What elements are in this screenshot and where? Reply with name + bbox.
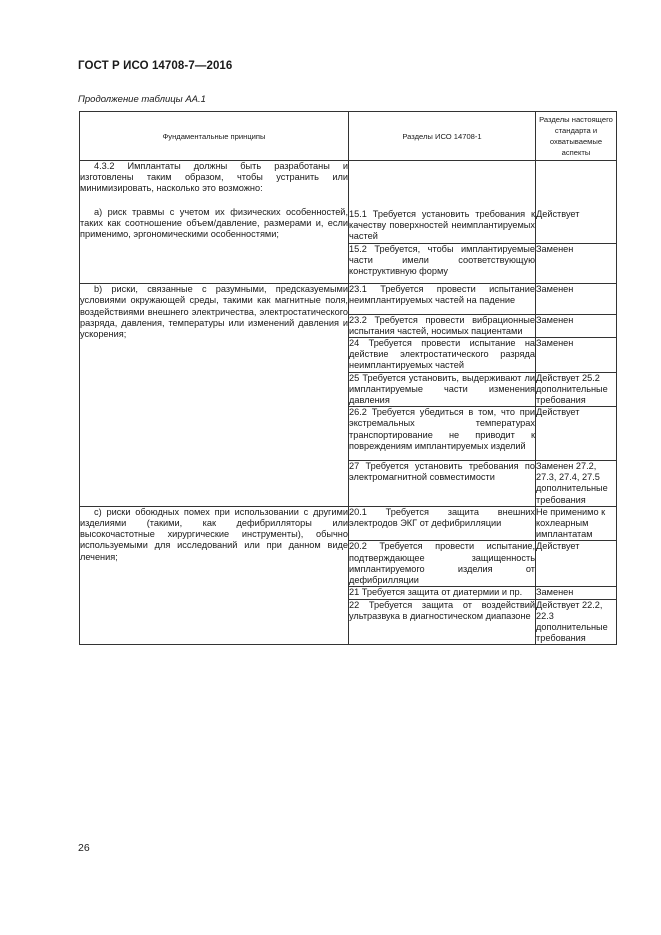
table-row [80,284,617,314]
status-cell: Заменен [536,314,617,337]
header-standard-sections: Разделы настоящего стандарта и охватываемые аспекты [536,112,617,161]
table-row [80,506,617,541]
iso-section-cell: 26.2 Требуется убедиться в том, что при экстремальных температурах транспортирование не приводит к повреждениям имплантируемых изделий [349,407,536,461]
iso-section-cell: 15.2 Требуется, чтобы имплантируемые части имели соответствующую конструктивную форму [349,243,536,284]
iso-section-cell: 21 Требуется защита от диатермии и пр. [349,587,536,599]
status-cell: Заменен [536,587,617,599]
iso-section-cell: 23.1 Требуется провести испытание неимплантируемых частей на падение [349,284,536,314]
header-principles: Фундаментальные принципы [80,112,349,161]
table-header-row [80,112,617,161]
principle-text: c) риски обоюдных помех при использовании с другими изделиями (такими, как дефибрилляторы или высокочастотные хирургические инструменты), обычно используемыми для исследований или при данном виде лечения; [80,506,348,562]
header-iso-sections: Разделы ИСО 14708-1 [349,112,536,161]
iso-section-cell: 22 Требуется защита от воздействий ультразвука в диагностическом диапазоне [349,599,536,645]
table-continuation-label: Продолжение таблицы АА.1 [78,94,206,105]
principle-cell [80,161,349,284]
iso-section-cell: 15.1 Требуется установить требования к качеству поверхностей неимплантируемых частей [349,161,536,244]
status-cell: Действует 25.2 дополнительные требования [536,372,617,407]
requirements-table [79,111,617,645]
table-row [80,161,617,244]
status-cell: Заменен [536,284,617,314]
document-title: ГОСТ Р ИСО 14708-7—2016 [78,60,233,72]
iso-section-cell: 27 Требуется установить требования по электромагнитной совместимости [349,461,536,507]
status-cell: Действует [536,407,617,461]
status-cell: Заменен [536,338,617,373]
iso-section-cell: 25 Требуется установить, выдерживают ли имплантируемые части изменения давления [349,372,535,406]
status-cell: Действует [536,541,617,587]
iso-section-cell: 20.2 Требуется провести испытание, подтверждающее защищенность имплантируемого изделия от дефибрилляции [349,541,535,586]
page-number: 26 [78,842,90,854]
status-cell: Заменен 27.2, 27.3, 27.4, 27.5 дополнительные требования [536,461,617,507]
principle-cell [80,506,349,644]
iso-section-cell: 23.2 Требуется провести вибрационные испытания частей, носимых пациентами [349,314,535,336]
iso-section-cell: 24 Требуется провести испытание на действие электростатического разряда неимплантируемых частей [349,338,535,371]
status-cell: Не применимо к кохлеарным имплантатам [536,506,617,541]
iso-section-cell: 20.1 Требуется защита внешних электродов ЭКГ от дефибрилляции [349,506,536,541]
status-cell: Действует 22.2, 22.3 дополнительные требования [536,599,617,645]
status-cell: Действует [536,161,617,244]
principle-intro: 4.3.2 Имплантаты должны быть разработаны и изготовлены таким образом, чтобы устранить или минимизировать, насколько это возможно: [80,161,348,194]
principle-text: b) риски, связанные с разумными, предсказуемыми условиями окружающей среды, такими как магнитные поля, воздействиями внешнего электричества, электростатического разряда, давления, температуры или изменений давления и ускорения; [80,284,348,340]
principle-cell [80,284,349,507]
status-cell: Заменен [536,243,617,284]
principle-text: а) риск травмы с учетом их физических особенностей, таких как соотношение объем/давление, размерами и, если применимо, эргономическими особенностями; [80,206,348,240]
